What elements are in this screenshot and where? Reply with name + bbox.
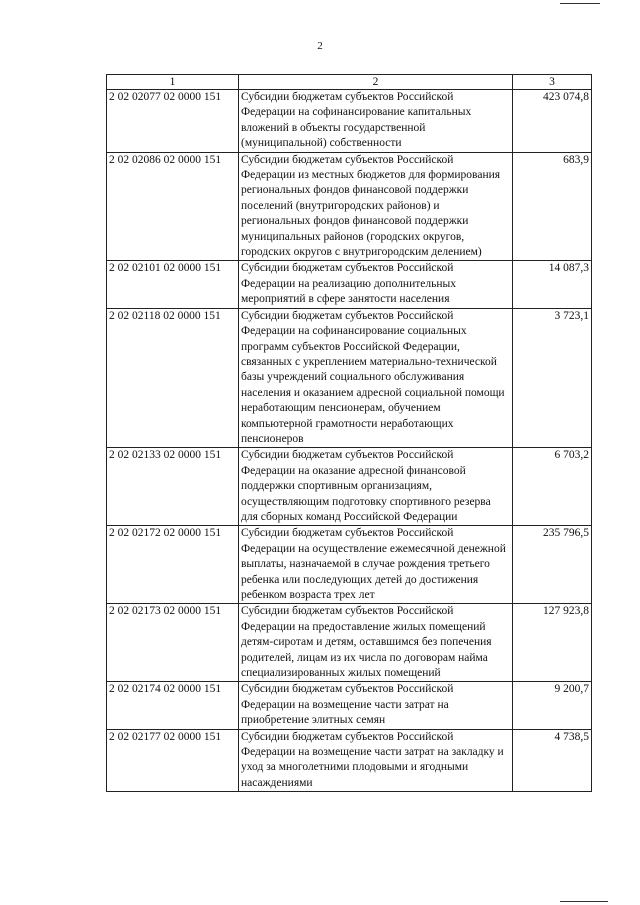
subsidy-amount: 9 200,7 [513, 682, 592, 729]
subsidy-description: Субсидии бюджетам субъектов Российской Федерации на осуществление ежемесячной денежной выплаты, назначаемой в случае рождения третьего ребенка или последующих детей до достижения ребенком возраста трех лет [239, 526, 513, 604]
table-row [107, 682, 592, 729]
column-header-amount: 3 [513, 75, 592, 90]
subsidy-amount: 14 087,3 [513, 261, 592, 308]
column-header-description: 2 [239, 75, 513, 90]
subsidy-amount: 4 738,5 [513, 729, 592, 792]
subsidy-description: Субсидии бюджетам субъектов Российской Федерации на софинансирование социальных программ субъектов Российской Федерации, связанных с укреплением материально-технической базы учреждений социального обслуживания населения и оказанием адресной социальной помощи неработающим пенсионерам, обучением компьютерной грамотности неработающих пенсионеров [239, 308, 513, 448]
budget-code: 2 02 02172 02 0000 151 [107, 526, 239, 604]
subsidy-description: Субсидии бюджетам субъектов Российской Федерации на возмещение части затрат на закладку и уход за многолетними плодовыми и ягодными насаждениями [239, 729, 513, 792]
budget-code: 2 02 02086 02 0000 151 [107, 152, 239, 261]
table-row [107, 526, 592, 604]
budget-code: 2 02 02177 02 0000 151 [107, 729, 239, 792]
subsidy-amount: 127 923,8 [513, 604, 592, 682]
table-row [107, 90, 592, 153]
subsidy-description: Субсидии бюджетам субъектов Российской Федерации на софинансирование капитальных вложений в объекты государственной (муниципальной) собственности [239, 90, 513, 153]
scan-edge-mark-bottom [560, 901, 608, 902]
budget-code: 2 02 02133 02 0000 151 [107, 448, 239, 526]
table-row [107, 261, 592, 308]
scan-edge-mark-top [560, 3, 600, 4]
subsidy-description: Субсидии бюджетам субъектов Российской Федерации из местных бюджетов для формирования региональных фондов финансовой поддержки поселений (внутригородских районов) и региональных фондов финансовой поддержки муниципальных районов (городских округов, городских округов с внутригородским делением) [239, 152, 513, 261]
budget-code: 2 02 02173 02 0000 151 [107, 604, 239, 682]
subsidy-description: Субсидии бюджетам субъектов Российской Федерации на предоставление жилых помещений детям-сиротам и детям, оставшимся без попечения родителей, лицам из их числа по договорам найма специализированных жилых помещений [239, 604, 513, 682]
table-row [107, 448, 592, 526]
budget-code: 2 02 02101 02 0000 151 [107, 261, 239, 308]
subsidies-table [106, 74, 592, 792]
budget-code: 2 02 02174 02 0000 151 [107, 682, 239, 729]
subsidy-amount: 423 074,8 [513, 90, 592, 153]
budget-code: 2 02 02118 02 0000 151 [107, 308, 239, 448]
subsidy-description: Субсидии бюджетам субъектов Российской Федерации на оказание адресной финансовой поддержки спортивным организациям, осуществляющим подготовку спортивного резерва для сборных команд Российской Федерации [239, 448, 513, 526]
table-row [107, 604, 592, 682]
table-header-row [107, 75, 592, 90]
table-row [107, 308, 592, 448]
table-row [107, 729, 592, 792]
subsidy-amount: 3 723,1 [513, 308, 592, 448]
subsidy-description: Субсидии бюджетам субъектов Российской Федерации на реализацию дополнительных мероприятий в сфере занятости населения [239, 261, 513, 308]
column-header-code: 1 [107, 75, 239, 90]
table-row [107, 152, 592, 261]
subsidy-amount: 683,9 [513, 152, 592, 261]
subsidy-amount: 6 703,2 [513, 448, 592, 526]
subsidy-amount: 235 796,5 [513, 526, 592, 604]
subsidy-description: Субсидии бюджетам субъектов Российской Федерации на возмещение части затрат на приобретение элитных семян [239, 682, 513, 729]
budget-code: 2 02 02077 02 0000 151 [107, 90, 239, 153]
page-number: 2 [317, 40, 323, 52]
